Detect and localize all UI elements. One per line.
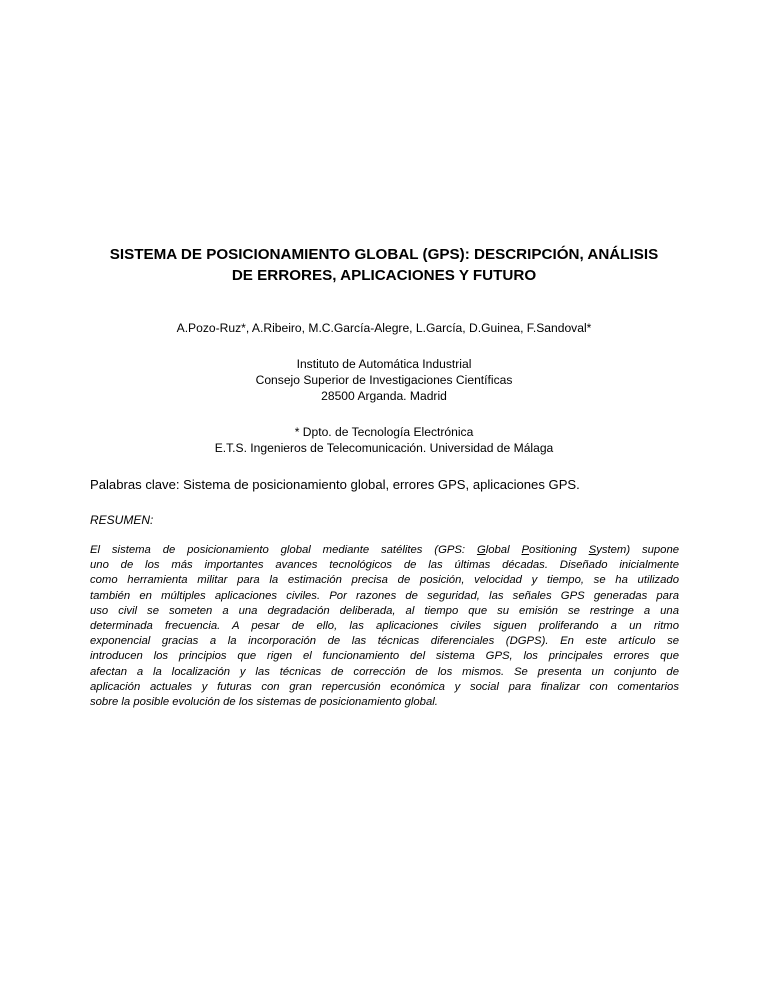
abstract-line: sobre la posible evolución de los sistemas de posicionamiento global. bbox=[90, 696, 438, 709]
abstract-line: determinada frecuencia. A pesar de ello, las aplicaciones civiles siguen proliferando a un ritmo bbox=[90, 620, 679, 633]
abstract-line: también en múltiples aplicaciones civiles. Por razones de seguridad, las señales GPS generadas para bbox=[90, 589, 679, 602]
abstract-line: introducen los principios que rigen el funcionamiento del sistema GPS, los principales errores que bbox=[90, 650, 679, 663]
abstract-line: uso civil se someten a una degradación deliberada, al tiempo que su emisión se restringe a una bbox=[90, 604, 679, 617]
title-line-1: SISTEMA DE POSICIONAMIENTO GLOBAL (GPS): DESCRIPCIÓN, ANÁLISIS bbox=[109, 246, 659, 263]
abstract-line: uno de los más importantes avances tecnológicos de las últimas décadas. Diseñado inicialmente bbox=[90, 559, 679, 572]
paper-title bbox=[60, 244, 708, 286]
abstract-line: aplicación actuales y futuras con gran repercusión económica y social para finalizar con comentarios bbox=[90, 680, 679, 693]
abstract-body bbox=[90, 543, 679, 710]
affiliation-1-line-2: Consejo Superior de Investigaciones Científicas bbox=[255, 373, 513, 387]
affiliation-2-line-1: * Dpto. de Tecnología Electrónica bbox=[294, 425, 474, 439]
affiliation-1-line-3: 28500 Arganda. Madrid bbox=[321, 389, 447, 403]
abstract-line: afectan a la localización y las técnicas de corrección de los mismos. Se presenta un conjunto de bbox=[90, 665, 679, 678]
title-line-2: DE ERRORES, APLICACIONES Y FUTURO bbox=[231, 267, 537, 284]
affiliation-2-line-2: E.T.S. Ingenieros de Telecomunicación. Universidad de Málaga bbox=[214, 441, 554, 455]
abstract-line: El sistema de posicionamiento global mediante satélites (GPS: Global Positioning System) supone bbox=[90, 544, 680, 556]
author-list: A.Pozo-Ruz*, A.Ribeiro, M.C.García-Alegre, L.García, D.Guinea, F.Sandoval* bbox=[176, 321, 592, 335]
keywords: Palabras clave: Sistema de posicionamiento global, errores GPS, aplicaciones GPS. bbox=[90, 477, 580, 492]
abstract-line: exponencial gracias a la incorporación de las técnicas diferenciales (DGPS). En este artículo se bbox=[90, 635, 679, 648]
abstract-heading: RESUMEN: bbox=[90, 513, 154, 527]
affiliation-1-line-1: Instituto de Automática Industrial bbox=[296, 357, 472, 371]
abstract-line: como herramienta militar para la estimación precisa de posición, velocidad y tiempo, se ha utilizado bbox=[90, 574, 679, 587]
